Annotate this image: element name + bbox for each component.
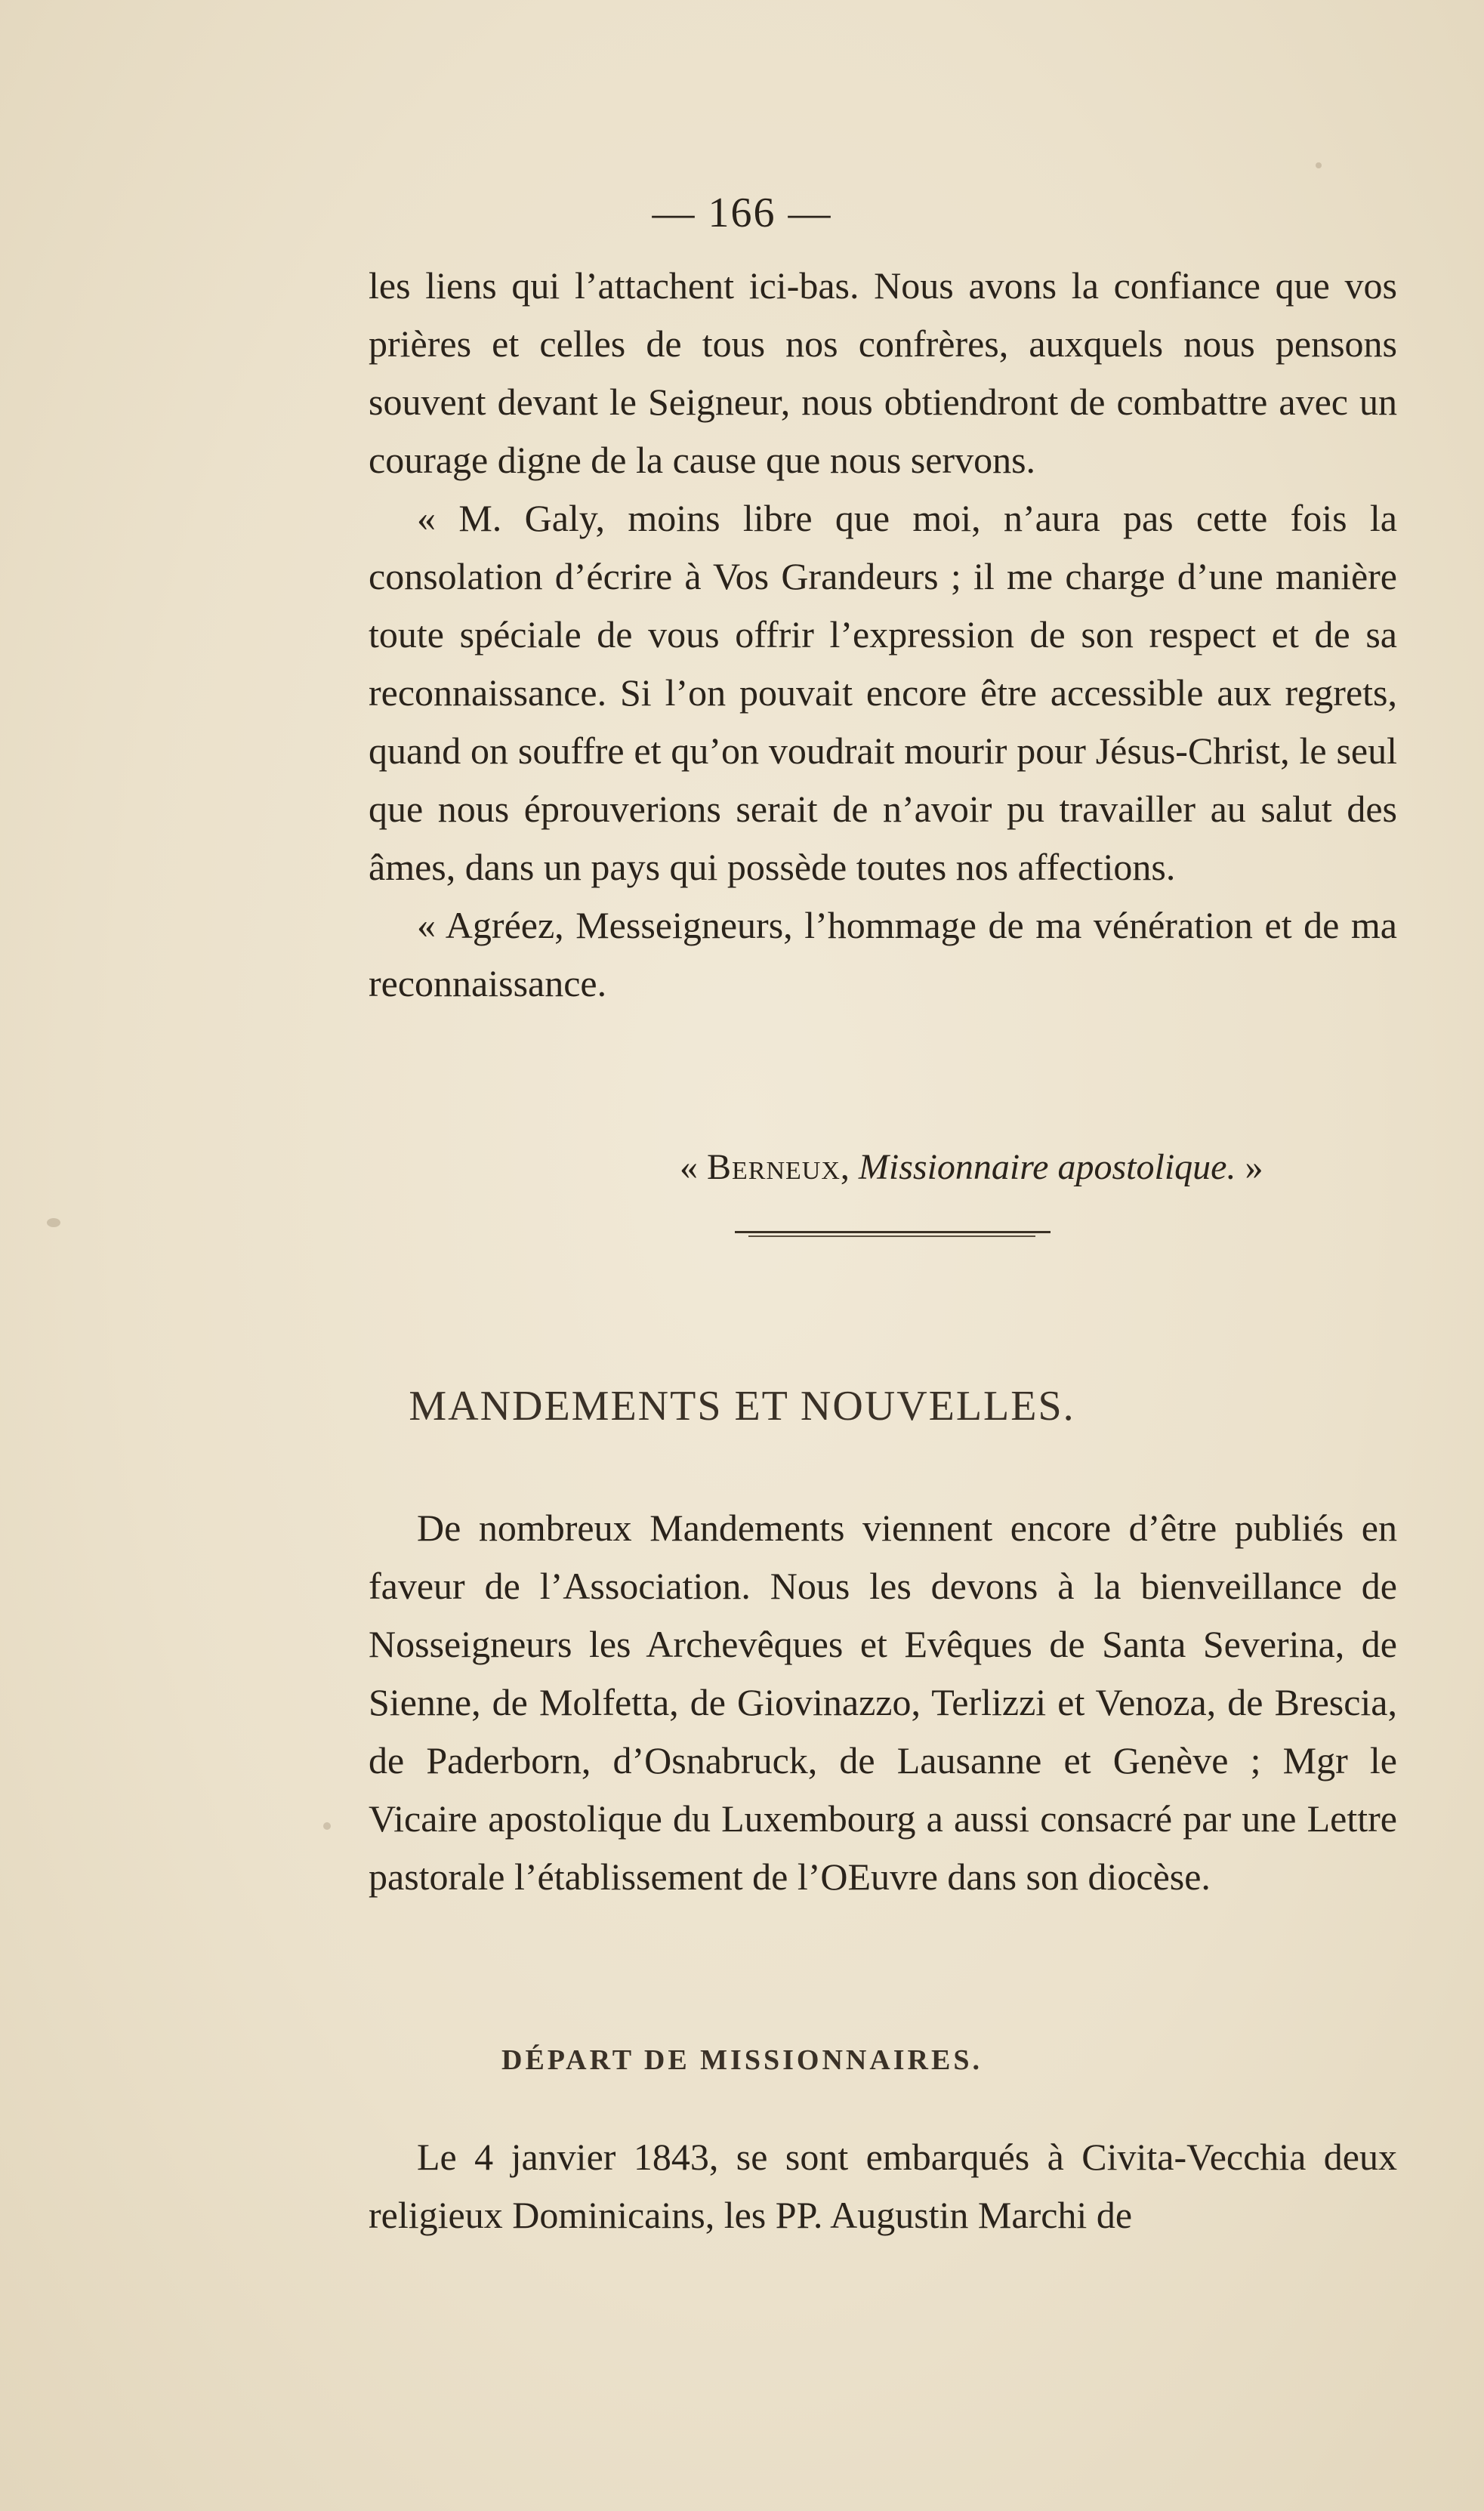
letter-paragraph: « Agréez, Messeigneurs, l’hommage de ma vénération et de ma reconnaissance.: [369, 904, 1397, 1004]
subsection-heading: DÉPART DE MISSIONNAIRES.: [501, 2044, 983, 2076]
letter-paragraph: « M. Galy, moins libre que moi, n’aura pas cette fois la consolation d’écrire à Vos Grandeurs ; il me charge d’une manière toute spéciale de vous offrir l’expression de son respect et de sa reconnaissance. Si l’on pouvait encore être accessible aux regrets, quand on souffre et qu’on voudrait mourir pour Jésus-Christ, le seul que nous éprouverions serait de n’avoir pu travailler au salut des âmes, dans un pays qui possède toutes nos affections.: [369, 497, 1397, 888]
signature-close-quote: »: [1245, 1147, 1263, 1187]
signature-separator: ,: [840, 1147, 850, 1187]
signature-open-quote: «: [680, 1147, 698, 1187]
divider-line: [735, 1231, 1051, 1233]
signature-title: Missionnaire apostolique.: [858, 1147, 1236, 1187]
paper-stain: [47, 1218, 60, 1227]
subsection-paragraph: Le 4 janvier 1843, se sont embarqués à Civita-Vecchia deux religieux Dominicains, les PP. Augustin Marchi de: [369, 2136, 1397, 2236]
paper-stain: [323, 1822, 331, 1830]
subsection-body: [369, 2128, 1397, 2244]
letter-paragraph: les liens qui l’attachent ici-bas. Nous avons la confiance que vos prières et celles de tous nos confrères, auxquels nous pensons souvent devant le Seigneur, nous obtiendront de combattre avec un courage digne de la cause que nous servons.: [369, 264, 1397, 481]
letter-body: [369, 257, 1397, 1013]
section-divider: [735, 1231, 1051, 1237]
section-body: [369, 1499, 1397, 1906]
divider-line: [748, 1235, 1035, 1237]
paper-stain: [1316, 162, 1322, 168]
section-heading: MANDEMENTS ET NOUVELLES.: [409, 1383, 1075, 1430]
page-number: — 166 —: [652, 190, 832, 236]
section-paragraph: De nombreux Mandements viennent encore d’être publiés en faveur de l’Association. Nous les devons à la bienveillance de Nosseigneurs les Archevêques et Evêques de Santa Severina, de Sienne, de Molfetta, de Giovinazzo, Terlizzi et Venoza, de Brescia, de Paderborn, d’Osnabruck, de Lausanne et Genève ; Mgr le Vicaire apostolique du Luxembourg a aussi consacré par une Lettre pastorale l’établissement de l’OEuvre dans son diocèse.: [369, 1507, 1397, 1898]
signature-name: Berneux: [707, 1147, 841, 1187]
letter-signature: [680, 1146, 1263, 1188]
